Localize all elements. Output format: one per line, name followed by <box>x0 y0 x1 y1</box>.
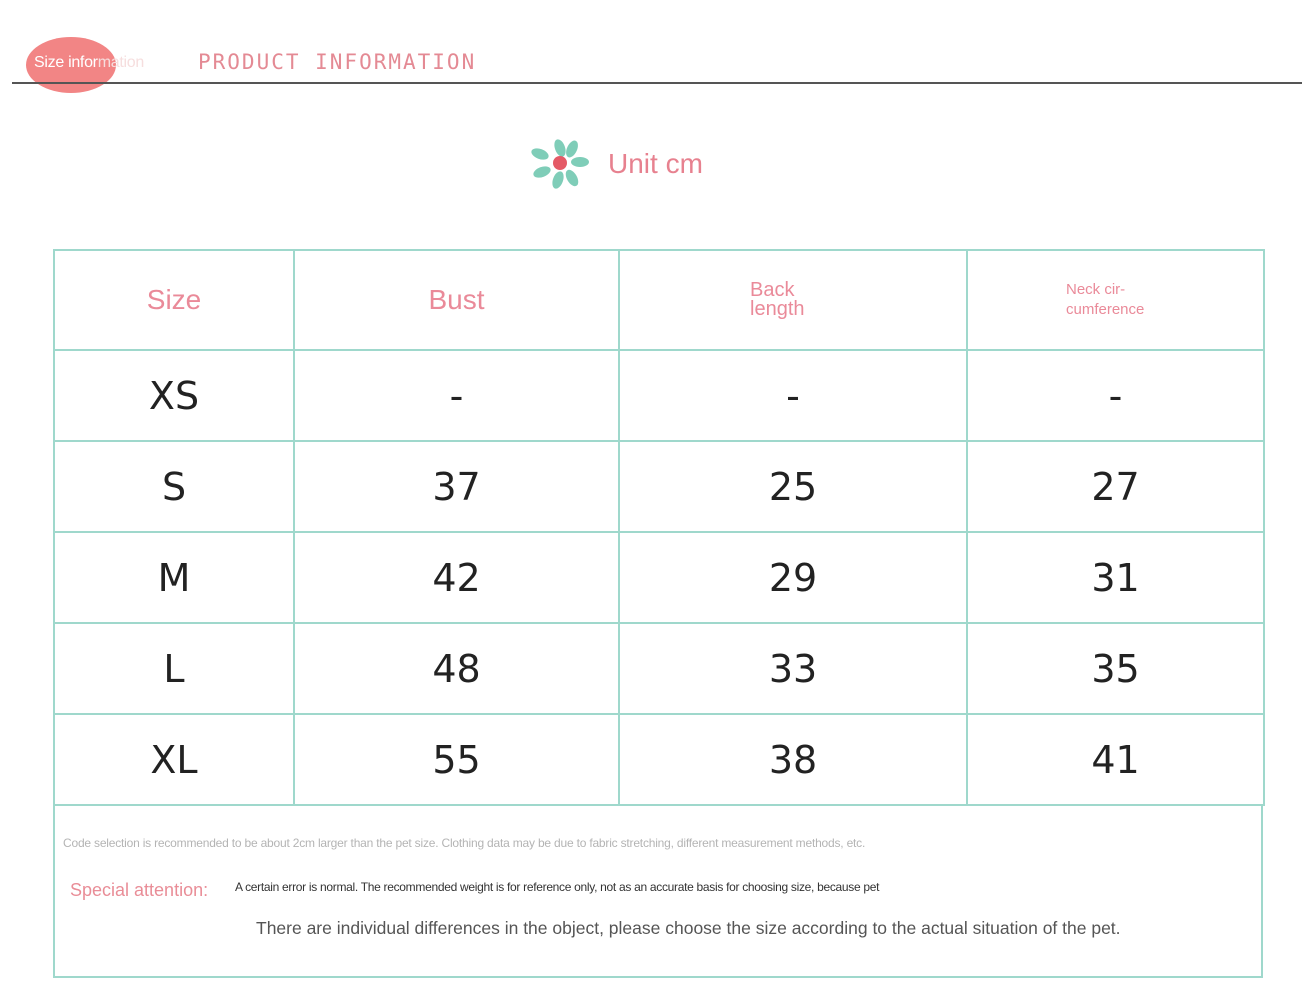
cell-size: M <box>54 532 294 623</box>
cell-size: XL <box>54 714 294 805</box>
header-neck-circumference <box>967 250 1264 350</box>
size-recommendation-note: Code selection is recommended to be about 2cm larger than the pet size. Clothing data may be due to fabric stretching, different measurement methods, etc. <box>63 836 866 850</box>
notes-box <box>53 806 1263 978</box>
cell-bust: 42 <box>294 532 619 623</box>
size-table <box>53 249 1265 806</box>
product-information-title: PRODUCT INFORMATION <box>198 50 477 74</box>
cell-back: 33 <box>619 623 967 714</box>
cell-bust: 55 <box>294 714 619 805</box>
size-info-badge <box>26 37 144 93</box>
table-row <box>54 623 1264 714</box>
table-row <box>54 441 1264 532</box>
header-neck-text: Neck cir- cumference <box>1066 281 1145 318</box>
cell-back: - <box>619 350 967 441</box>
unit-indicator <box>528 134 703 194</box>
cell-neck: 27 <box>967 441 1264 532</box>
cell-neck: 35 <box>967 623 1264 714</box>
cell-back: 25 <box>619 441 967 532</box>
cell-neck: 41 <box>967 714 1264 805</box>
table-row <box>54 714 1264 805</box>
header-back-length <box>619 250 967 350</box>
special-attention-label: Special attention: <box>70 880 209 900</box>
cell-size: S <box>54 441 294 532</box>
badge-text-faded: mation <box>97 54 144 71</box>
header-size: Size <box>54 250 294 350</box>
cell-neck: - <box>967 350 1264 441</box>
cell-neck: 31 <box>967 532 1264 623</box>
flower-icon <box>528 134 592 194</box>
header-back-length-text: Back length <box>750 278 805 320</box>
table-row <box>54 350 1264 441</box>
cell-back: 38 <box>619 714 967 805</box>
cell-size: L <box>54 623 294 714</box>
header-divider <box>12 82 1302 84</box>
cell-size: XS <box>54 350 294 441</box>
cell-bust: 37 <box>294 441 619 532</box>
error-disclaimer-note: A certain error is normal. The recommended weight is for reference only, not as an accurate basis for choosing size, because pet <box>235 880 880 894</box>
unit-label: Unit cm <box>608 148 703 179</box>
table-header-row <box>54 250 1264 350</box>
cell-bust: - <box>294 350 619 441</box>
cell-bust: 48 <box>294 623 619 714</box>
cell-back: 29 <box>619 532 967 623</box>
header-bust: Bust <box>294 250 619 350</box>
individual-differences-note: There are individual differences in the object, please choose the size according to the actual situation of the pet. <box>256 918 1121 938</box>
badge-text-main: Size infor <box>34 54 98 71</box>
badge-text <box>34 54 144 72</box>
table-row <box>54 532 1264 623</box>
